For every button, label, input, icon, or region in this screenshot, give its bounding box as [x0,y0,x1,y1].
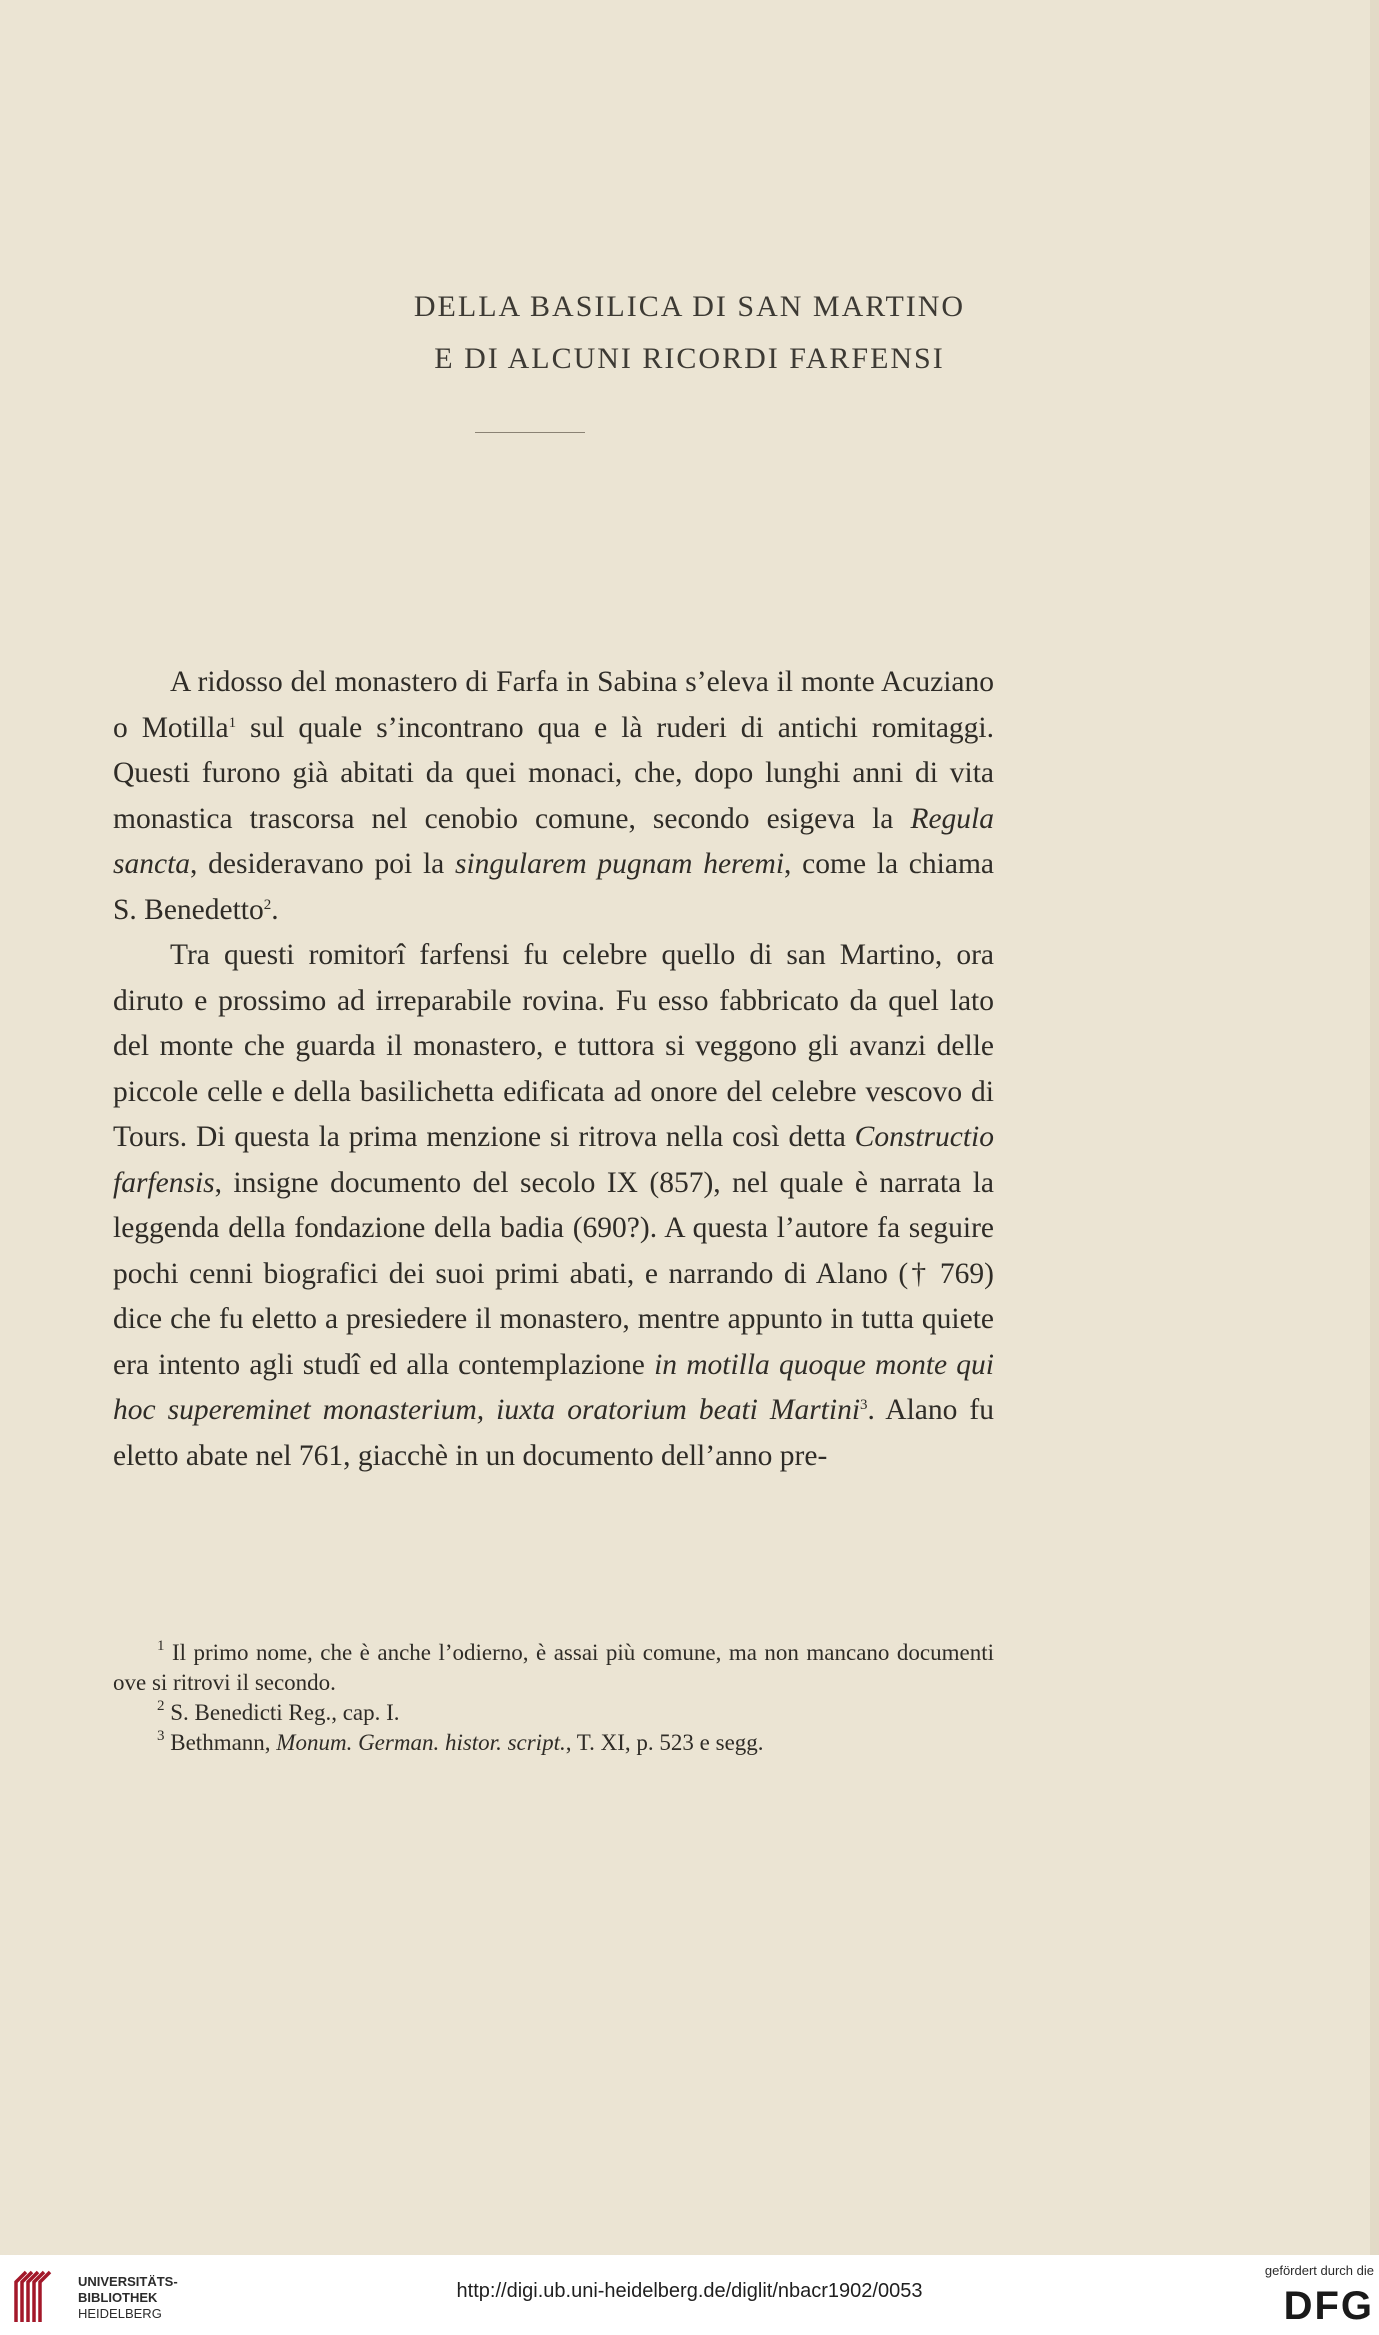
footnote-mark: 1 [157,1638,165,1654]
text-run: Tra questi romitorî farfensi fu celebre quello di san Martino, ora diruto e prossimo ad irreparabile rovina. Fu esso fabbricato da quel lato del monte che guarda il monastero, e tuttora si veggono gli avanzi delle piccole celle e della basilichetta edificata ad onore del celebre vescovo di Tours. Di questa la prima menzione si ritrova nella così detta [113,939,994,1153]
italic-run: in motilla quoque monte qui hoc supereminet monasterium, iuxta oratorium beati Martini [113,1348,994,1426]
italic-run: Regula sancta [113,802,994,880]
footnote-text: S. Benedicti Reg., cap. I. [164,1700,400,1725]
footnote-ref-1: 1 [228,714,237,731]
footnote-mark: 2 [157,1698,165,1714]
footnote-italic: Monum. German. histor. script. [276,1730,566,1755]
italic-run: Constructio farfensis [113,1121,994,1199]
paragraph-2 [113,933,994,1479]
text-run: . Alano fu eletto abate nel 761, giacchè in un documento dell’anno pre- [113,1394,994,1472]
text-run: . [271,893,279,926]
library-name-line-3: HEIDELBERG [78,2306,162,2321]
article-title-line-1: DELLA BASILICA DI SAN MARTINO [413,290,966,323]
footnote-ref-2: 2 [263,896,272,913]
text-run: , desideravano poi la [190,848,455,880]
dfg-logo: DFG [1283,2284,1374,2328]
footnotes [113,1638,994,1758]
article-body [113,660,994,1479]
text-run: , insigne documento del secolo IX (857), nel quale è narrata la leggenda della fondazione della badia (690?). A questa l’autore fa seguire pochi cenni biografici dei suoi primi abati, e narrando di Alano († 769) dice che fu eletto a presiedere il monastero, mentre appunto in tutta quiete era intento agli studî ed alla contemplazione [113,1166,994,1381]
footnote-text: , T. XI, p. 523 e segg. [565,1730,764,1755]
footnote-text: Bethmann, [164,1730,277,1755]
text-run: A ridosso del monastero di Farfa in Sabina s’eleva il monte Acuziano o Motilla [113,666,994,744]
footnote-3 [113,1728,994,1758]
footnote-ref-3: 3 [860,1397,868,1413]
title-divider [475,432,585,433]
footnote-2 [113,1698,994,1728]
footnote-text: Il primo nome, che è anche l’odierno, è assai più comune, ma non mancano documenti ove si ritrovi il secondo. [113,1640,994,1695]
article-title-line-2: E DI ALCUNI RICORDI FARFENSI [434,342,945,375]
library-name-line-1: UNIVERSITÄTS- [78,2274,178,2289]
library-name-line-2: BIBLIOTHEK [78,2290,158,2305]
source-url-link[interactable]: http://digi.ub.uni-heidelberg.de/diglit/nbacr1902/0053 [456,2280,923,2302]
funding-label: gefördert durch die [1264,2263,1374,2278]
footnote-1 [113,1638,994,1698]
footnote-mark: 3 [157,1728,165,1744]
text-run: sul quale s’incontrano qua e là ruderi di antichi romitaggi. Questi furono già abitati da quei monaci, che, dopo lunghi anni di vita monastica trascorsa nel cenobio comune, secondo esigeva la [113,711,994,835]
italic-run: singularem pugnam heremi [455,848,785,880]
paragraph-1 [113,660,994,933]
text-run: , come la chiama S. Benedetto [113,848,994,926]
page-edge [1370,0,1379,2255]
